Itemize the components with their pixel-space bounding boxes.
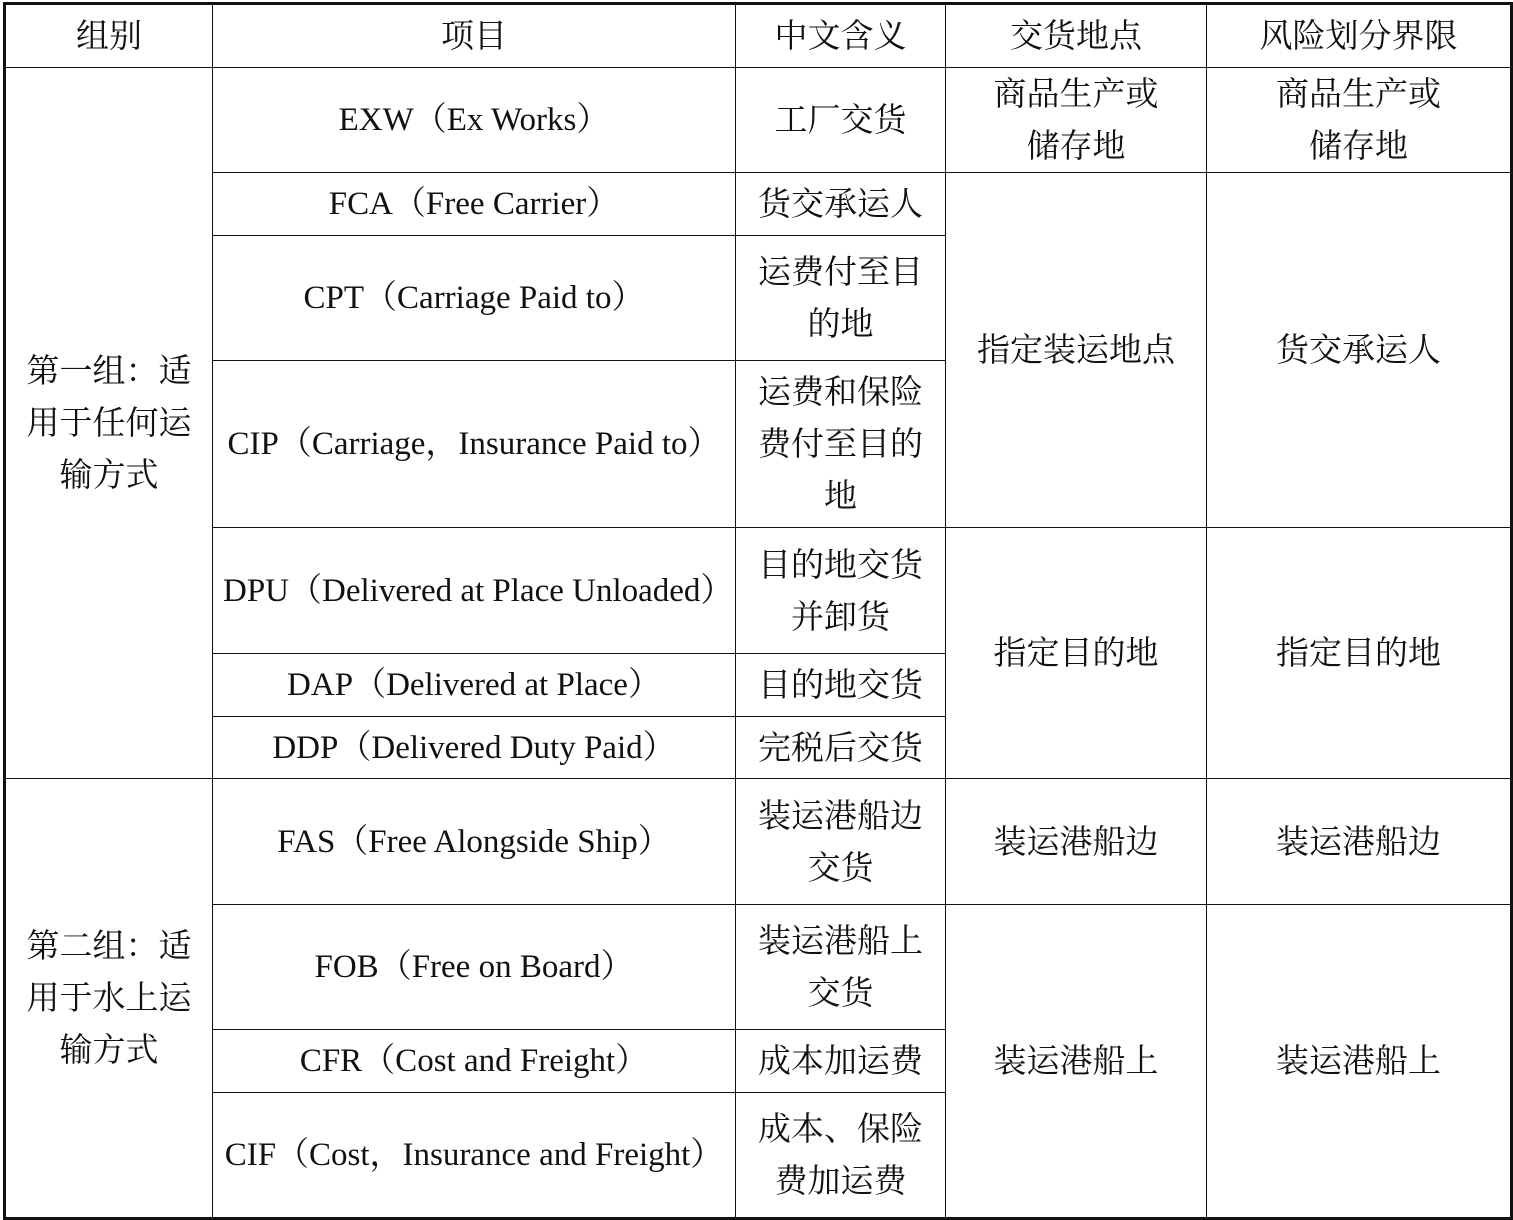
delivery-cell: 商品生产或储存地 (946, 68, 1207, 173)
item-cell: FAS（Free Alongside Ship） (213, 779, 736, 905)
delivery-cell: 装运港船上 (946, 905, 1207, 1219)
risk-cell: 装运港船上 (1207, 905, 1512, 1219)
meaning-cell: 装运港船边交货 (736, 779, 946, 905)
item-cell: DDP（Delivered Duty Paid） (213, 717, 736, 779)
table-row (5, 528, 1512, 654)
table-row (5, 68, 1512, 173)
meaning-cell: 工厂交货 (736, 68, 946, 173)
header-row (5, 4, 1512, 68)
delivery-cell: 指定装运地点 (946, 173, 1207, 528)
item-cell: FOB（Free on Board） (213, 905, 736, 1030)
meaning-cell: 货交承运人 (736, 173, 946, 236)
item-cell: CPT（Carriage Paid to） (213, 236, 736, 361)
risk-cell: 商品生产或储存地 (1207, 68, 1512, 173)
item-cell: CFR（Cost and Freight） (213, 1030, 736, 1093)
meaning-cell: 完税后交货 (736, 717, 946, 779)
meaning-cell: 目的地交货 (736, 654, 946, 717)
table-row (5, 905, 1512, 1030)
incoterms-table (3, 2, 1513, 1220)
meaning-cell: 成本、保险费加运费 (736, 1093, 946, 1219)
risk-cell: 指定目的地 (1207, 528, 1512, 779)
table-row (5, 173, 1512, 236)
delivery-cell: 装运港船边 (946, 779, 1207, 905)
group-cell: 第一组：适用于任何运输方式 (5, 68, 213, 779)
risk-cell: 装运港船边 (1207, 779, 1512, 905)
group-cell: 第二组：适用于水上运输方式 (5, 779, 213, 1219)
header-meaning: 中文含义 (736, 4, 946, 68)
item-cell: CIP（Carriage，Insurance Paid to） (213, 361, 736, 528)
meaning-cell: 目的地交货并卸货 (736, 528, 946, 654)
item-cell: FCA（Free Carrier） (213, 173, 736, 236)
item-cell: CIF（Cost，Insurance and Freight） (213, 1093, 736, 1219)
risk-cell: 货交承运人 (1207, 173, 1512, 528)
item-cell: EXW（Ex Works） (213, 68, 736, 173)
header-delivery-place: 交货地点 (946, 4, 1207, 68)
item-cell: DAP（Delivered at Place） (213, 654, 736, 717)
header-group: 组别 (5, 4, 213, 68)
header-risk-boundary: 风险划分界限 (1207, 4, 1512, 68)
table-row (5, 779, 1512, 905)
header-item: 项目 (213, 4, 736, 68)
delivery-cell: 指定目的地 (946, 528, 1207, 779)
meaning-cell: 运费付至目的地 (736, 236, 946, 361)
meaning-cell: 运费和保险费付至目的地 (736, 361, 946, 528)
meaning-cell: 装运港船上交货 (736, 905, 946, 1030)
meaning-cell: 成本加运费 (736, 1030, 946, 1093)
item-cell: DPU（Delivered at Place Unloaded） (213, 528, 736, 654)
